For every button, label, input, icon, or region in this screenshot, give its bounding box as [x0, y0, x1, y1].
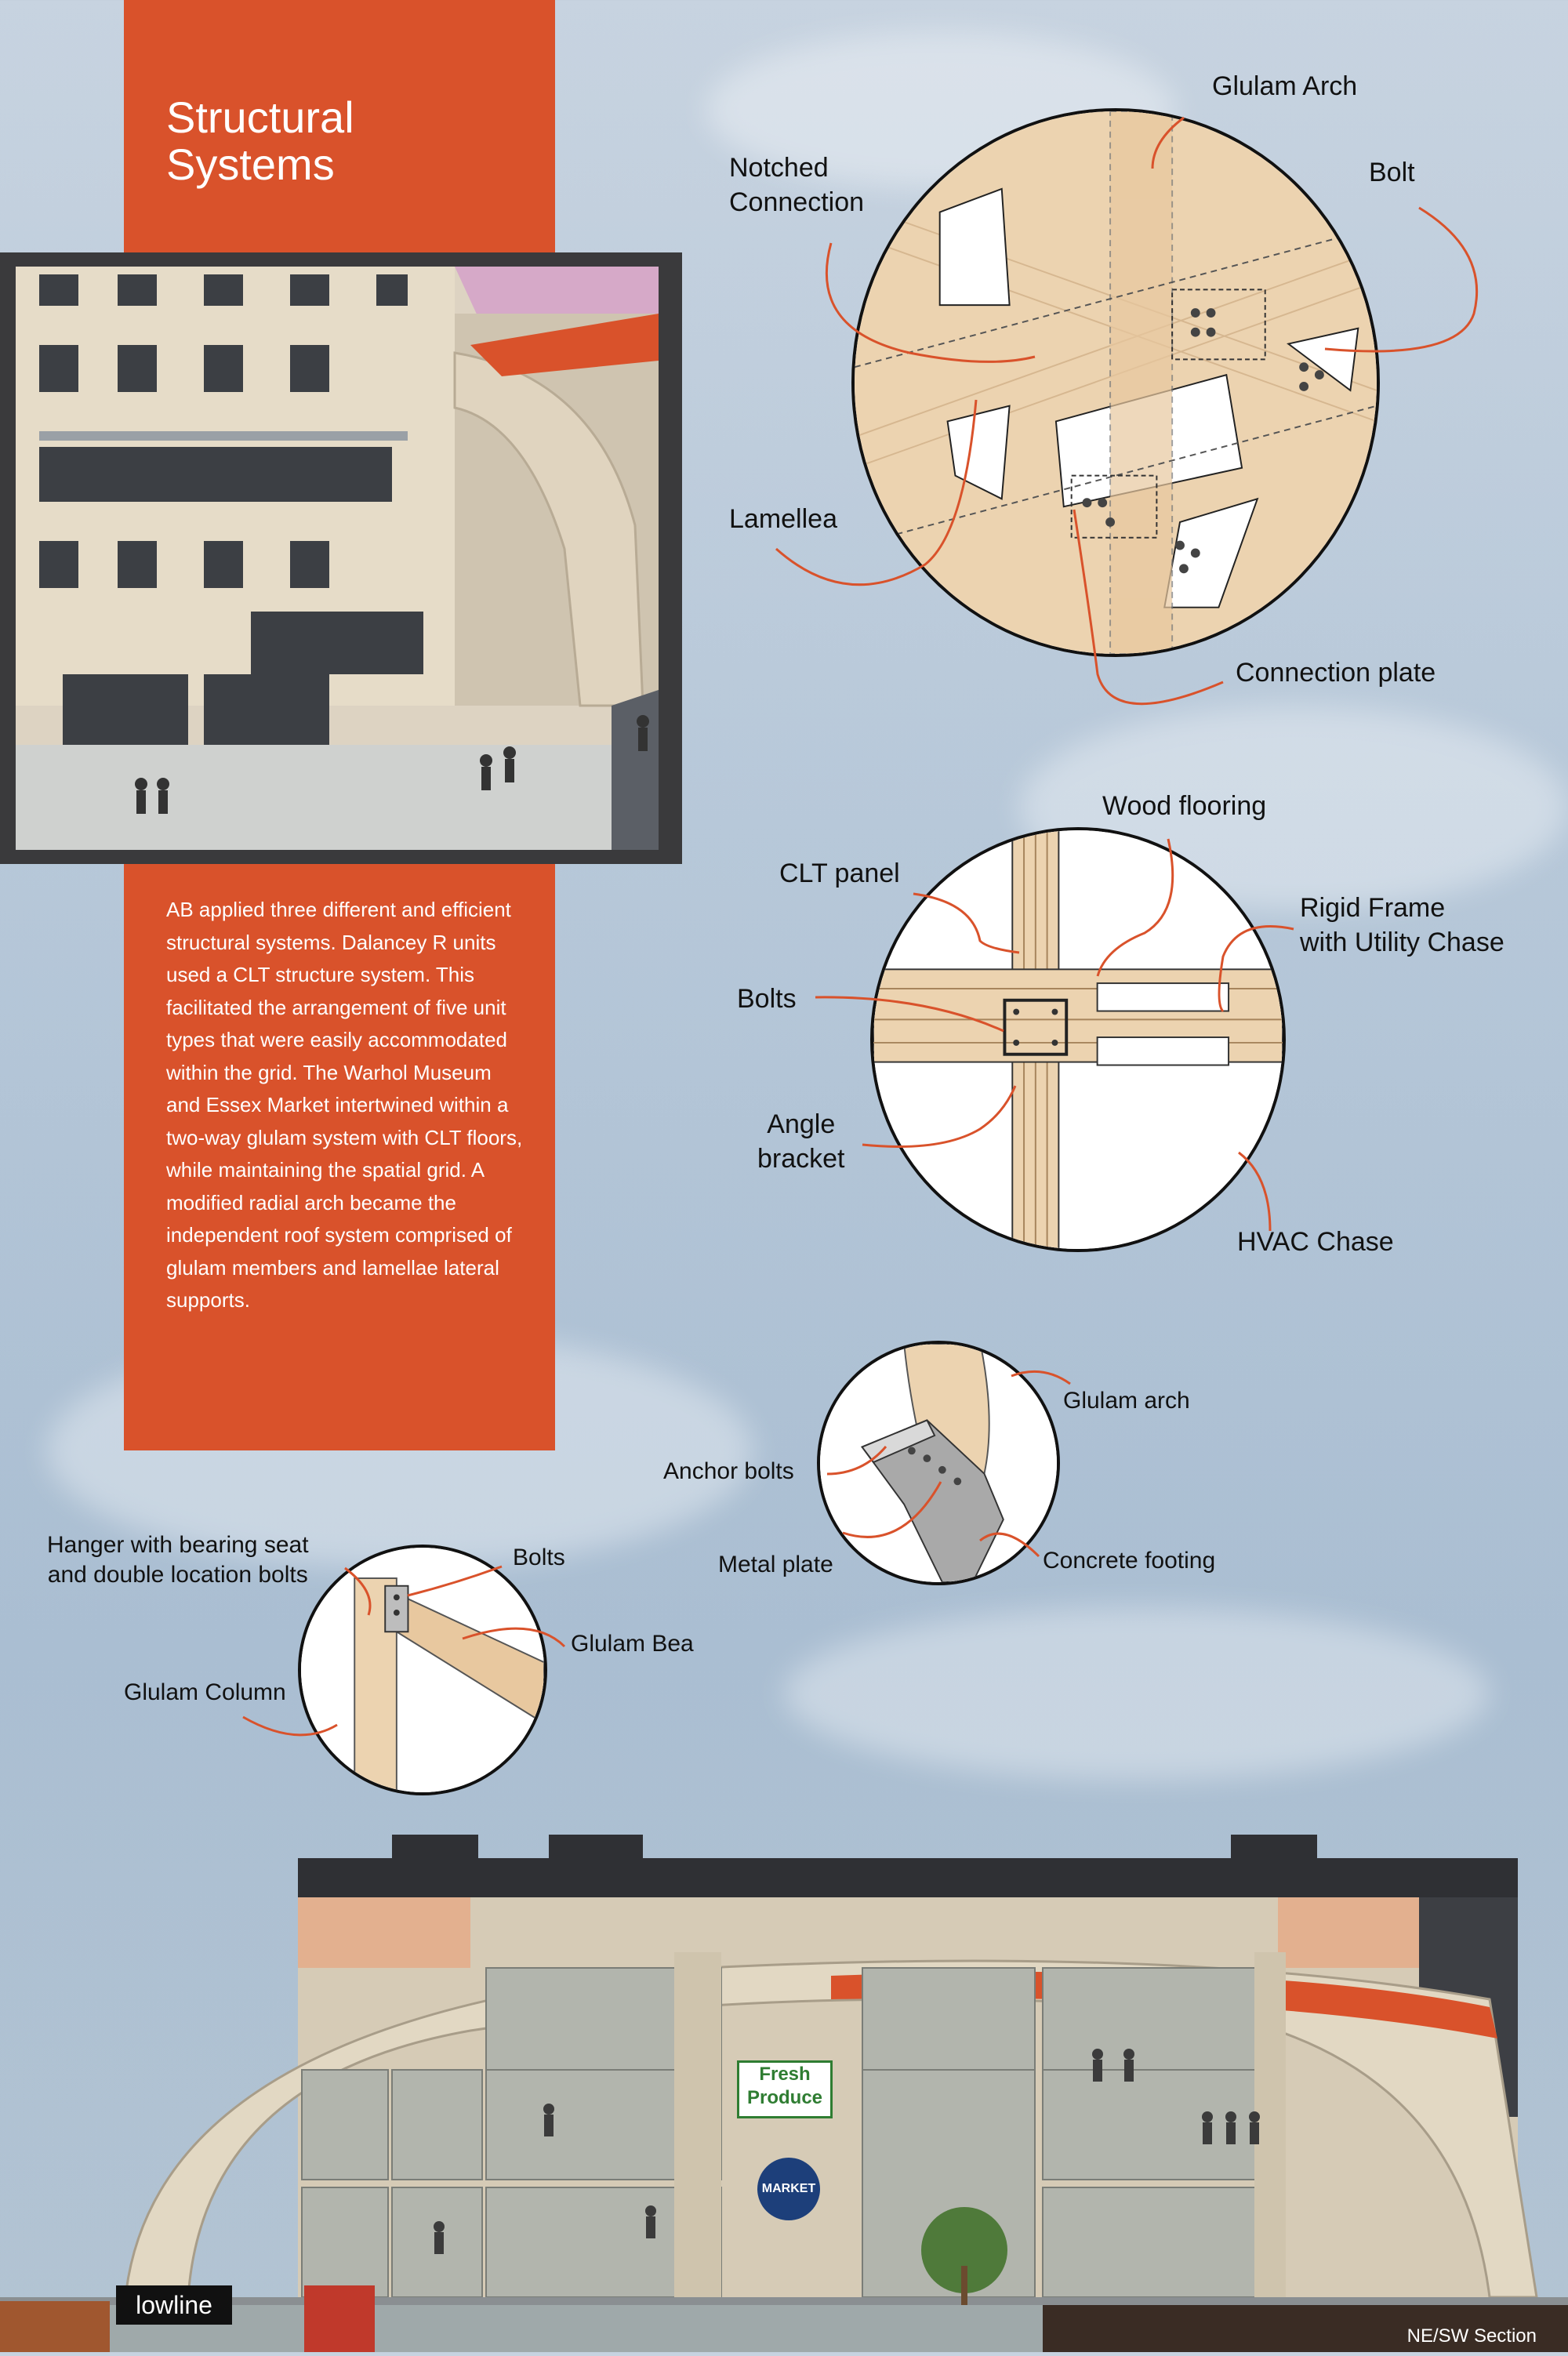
beam-column-detail [298, 1545, 547, 1795]
label-line: and double location bolts [47, 1562, 308, 1588]
label-line: Hanger with bearing seat [47, 1532, 309, 1558]
label-glulam-arch-footing: Glulam arch [1063, 1388, 1190, 1414]
label-glulam-column: Glulam Column [124, 1679, 286, 1705]
label-concrete-footing: Concrete footing [1043, 1548, 1216, 1574]
label-hanger [47, 1530, 309, 1590]
label-clt-panel: CLT panel [779, 859, 900, 888]
label-line: Connection [729, 187, 865, 217]
label-bolts: Bolts [737, 984, 797, 1014]
label-connection-plate: Connection plate [1236, 658, 1436, 688]
label-hvac-chase: HVAC Chase [1237, 1227, 1394, 1257]
label-line: Rigid Frame [1300, 893, 1446, 923]
label-glulam-beam: Glulam Bea [571, 1631, 694, 1657]
label-angle-bracket [757, 1107, 845, 1176]
footing-detail [817, 1341, 1060, 1585]
title-line: Systems [166, 140, 335, 189]
label-anchor-bolts: Anchor bolts [663, 1458, 794, 1484]
label-glulam-arch: Glulam Arch [1212, 71, 1358, 101]
page-title [166, 94, 495, 188]
title-line: Structural [166, 93, 354, 142]
fresh-produce-sign [737, 2060, 833, 2118]
label-notched-connection [729, 151, 864, 220]
sign-line: Fresh [759, 2064, 811, 2085]
lowline-logo: lowline [116, 2285, 232, 2325]
label-bolts-beam: Bolts [513, 1545, 565, 1570]
cloud [784, 1607, 1490, 1780]
label-metal-plate: Metal plate [718, 1552, 833, 1577]
label-lamellea: Lamellea [729, 504, 837, 534]
label-rigid-frame [1300, 891, 1504, 960]
label-wood-flooring: Wood flooring [1102, 791, 1267, 821]
sign-line: Produce [746, 2087, 823, 2108]
label-line: Notched [729, 153, 829, 183]
market-sign: MARKET [757, 2158, 820, 2220]
building-rendering [16, 267, 659, 850]
label-line: bracket [757, 1144, 845, 1174]
label-bolt: Bolt [1369, 158, 1415, 187]
roof-connection-detail [851, 108, 1380, 657]
label-line: with Utility Chase [1300, 928, 1504, 957]
label-line: Angle [767, 1109, 836, 1139]
section-label: NE/SW Section [1406, 2325, 1537, 2347]
rendering-frame [0, 252, 682, 864]
description-paragraph: AB applied three different and efficient structural systems. Dalancey R units used a CLT structure system. This facilitated the arrangement of five unit types that were easily accommodated within the grid. The Warhol Museum and Essex Market intertwined within a two-way glulam system with CLT floors, while maintaining the spatial grid. A modified radial arch became the independent roof system comprised of glulam members and lamellae lateral supports. [166, 898, 523, 1312]
floor-connection-detail [870, 827, 1286, 1252]
